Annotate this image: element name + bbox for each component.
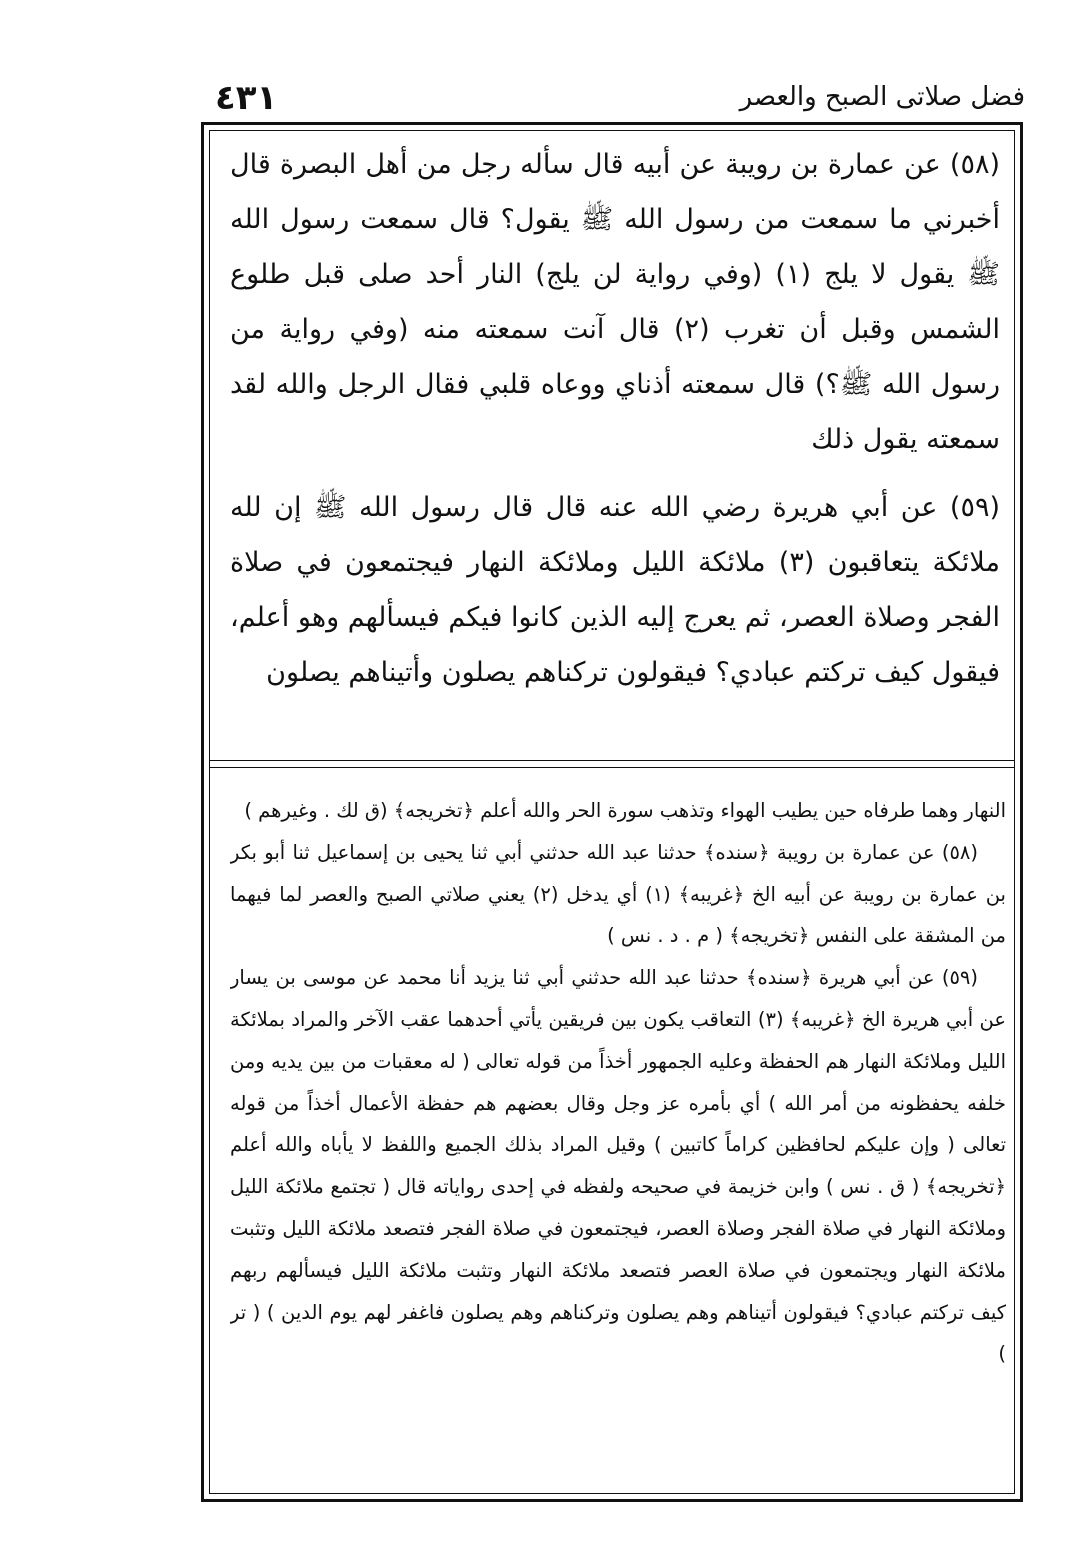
footnote-58: (٥٨) عن عمارة بن رويبة ﴿سنده﴾ حدثنا عبد الله حدثني أبي ثنا يحيى بن إسماعيل ثنا أبو بكر بن عمارة بن رويبة عن أبيه الخ ﴿غريبه﴾ (١) أي يدخل (٢) يعني صلاتي الصبح والعصر لما فيهما من المشقة على النفس ﴿تخريجه﴾ ( م . د . نس ) xyxy=(230,840,1006,948)
page-number: ٤٣١ xyxy=(215,78,278,118)
section-divider-bottom xyxy=(209,767,1015,768)
section-divider-top xyxy=(209,760,1015,761)
footnotes xyxy=(230,790,1006,1470)
running-title: فضل صلاتى الصبح والعصر xyxy=(739,82,1025,112)
hadith-59: (٥٩) عن أبي هريرة رضي الله عنه قال قال رسول الله ﷺ إن لله ملائكة يتعاقبون (٣) ملائكة الليل وملائكة النهار فيجتمعون في صلاة الفجر وصلاة العصر، ثم يعرج إليه الذين كانوا فيكم فيسألهم وهو أعلم، فيقول كيف تركتم عبادي؟ فيقولون تركناهم يصلون وأتيناهم يصلون xyxy=(230,492,1000,688)
footnote-59: (٥٩) عن أبي هريرة ﴿سنده﴾ حدثنا عبد الله حدثني أبي ثنا يزيد أنا محمد عن موسى بن يسار عن أبي هريرة الخ ﴿غريبه﴾ (٣) التعاقب يكون بين فريقين يأتي أحدهما عقب الآخر والمراد بملائكة الليل وملائكة النهار هم الحفظة وعليه الجمهور أخذاً من قوله تعالى ( له معقبات من بين يديه ومن خلفه يحفظونه من أمر الله ) أي بأمره عز وجل وقال بعضهم هم حفظة الأعمال أخذاً من قوله تعالى ( وإن عليكم لحافظين كراماً كاتبين ) وقيل المراد بذلك الجميع واللفظ لا يأباه والله أعلم ﴿تخريجه﴾ ( ق . نس ) وابن خزيمة في صحيحه ولفظه في إحدى رواياته قال ( تجتمع ملائكة الليل وملائكة النهار في صلاة الفجر وصلاة العصر، فيجتمعون في صلاة الفجر فتصعد ملائكة الليل وتثبت ملائكة النهار ويجتمعون في صلاة العصر فتصعد ملائكة النهار وتثبت ملائكة الليل فيسألهم ربهم كيف تركتم عبادي؟ فيقولون أتيناهم وهم يصلون وتركناهم وهم يصلون فاغفر لهم يوم الدين ) ( تر ) xyxy=(230,966,1006,1366)
page-header xyxy=(215,78,1025,122)
footnote-continuation: النهار وهما طرفاه حين يطيب الهواء وتذهب سورة الحر والله أعلم ﴿تخريجه﴾ (ق لك . وغيرهم ) xyxy=(244,799,1006,822)
hadith-58: (٥٨) عن عمارة بن رويبة عن أبيه قال سأله رجل من أهل البصرة قال أخبرني ما سمعت من رسول الله ﷺ يقول؟ قال سمعت رسول الله ﷺ يقول لا يلج (١) (وفي رواية لن يلج) النار أحد صلى قبل طلوع الشمس وقبل أن تغرب (٢) قال آنت سمعته منه (وفي رواية من رسول الله ﷺ؟) قال سمعته أذناي ووعاه قلبي فقال الرجل والله لقد سمعته يقول ذلك xyxy=(230,149,1000,455)
